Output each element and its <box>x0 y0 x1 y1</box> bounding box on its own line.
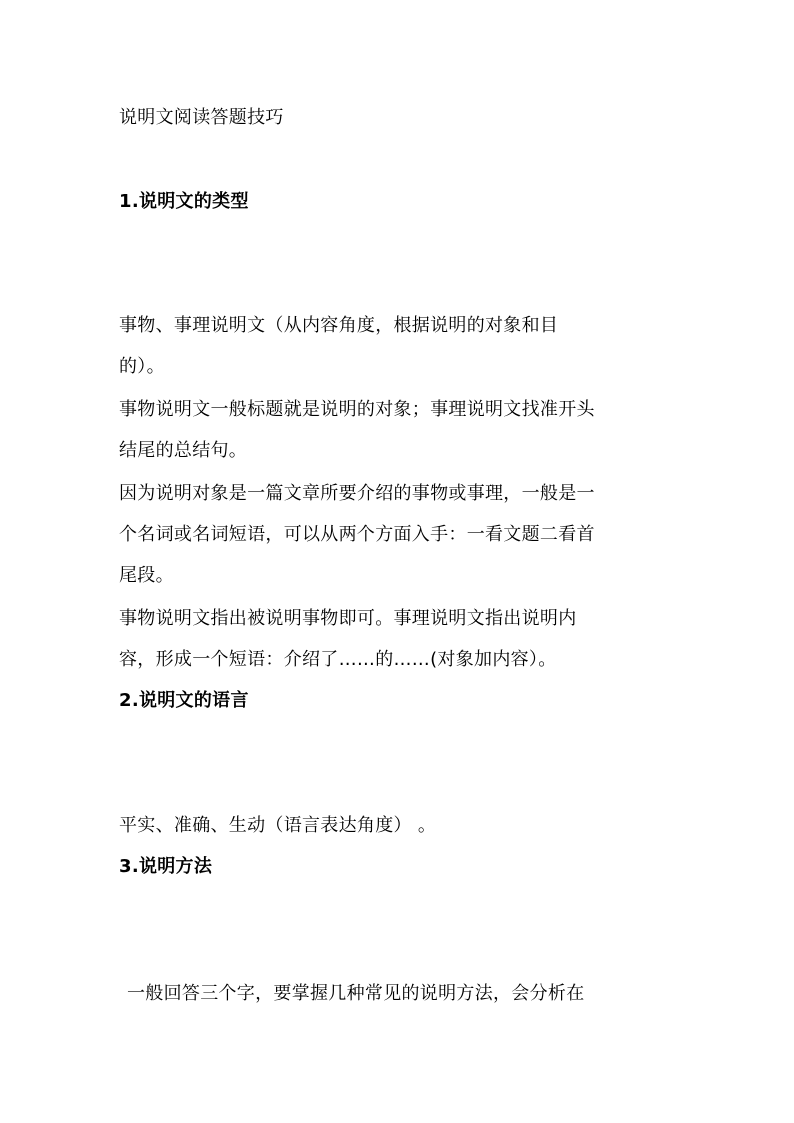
section-2-paragraph-1-line-1: 平实、准确、生动（语言表达角度） 。 <box>119 815 437 836</box>
section-1-paragraph-1-line-1: 事物、事理说明文（从内容角度，根据说明的对象和目 <box>119 315 559 336</box>
section-1-heading: 1.说明文的类型 <box>119 191 249 212</box>
section-1-paragraph-2-line-1: 事物说明文一般标题就是说明的对象；事理说明文找准开头 <box>119 399 595 420</box>
section-3-paragraph-1-line-1: 一般回答三个字，要掌握几种常见的说明方法，会分析在 <box>127 983 585 1004</box>
section-1-paragraph-3-line-1: 因为说明对象是一篇文章所要介绍的事物或事理，一般是一 <box>119 483 595 504</box>
section-1-paragraph-4-line-1: 事物说明文指出被说明事物即可。事理说明文指出说明内 <box>119 608 577 629</box>
section-2-heading: 2.说明文的语言 <box>119 690 249 711</box>
section-1-paragraph-2-line-2: 结尾的总结句。 <box>119 440 248 461</box>
section-1-paragraph-4-line-2: 容，形成一个短语：介绍了……的……(对象加内容）。 <box>119 649 557 670</box>
document-title: 说明文阅读答题技巧 <box>119 107 284 128</box>
section-1-paragraph-1-line-2: 的）。 <box>119 356 165 377</box>
section-1-paragraph-3-line-2: 个名词或名词短语，可以从两个方面入手：一看文题二看首 <box>119 524 595 545</box>
section-1-paragraph-3-line-3: 尾段。 <box>119 565 174 586</box>
section-3-heading: 3.说明方法 <box>119 856 213 877</box>
